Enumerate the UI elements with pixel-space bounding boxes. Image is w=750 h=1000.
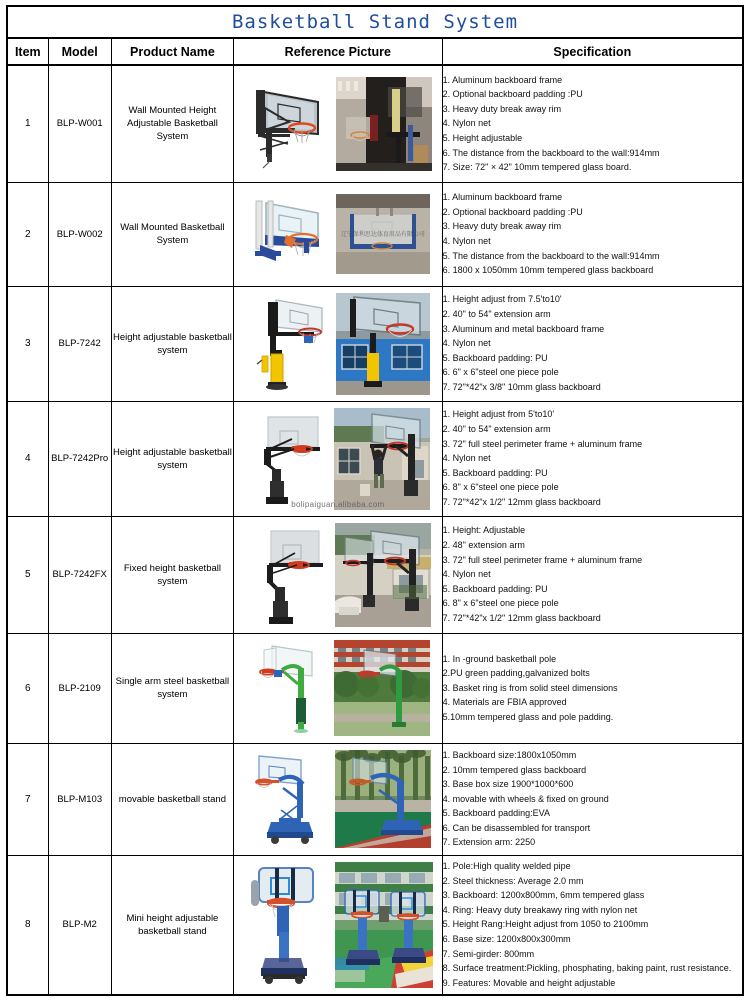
spec-line: 4. movable with wheels & fixed on ground bbox=[442, 793, 609, 804]
installation-photo-playground-mini-stands bbox=[335, 862, 433, 988]
cell-item: 3 bbox=[7, 286, 48, 401]
installation-photo-gym-interior bbox=[336, 77, 432, 171]
spec-line: 6. 8" x 6"steel one piece pole bbox=[442, 598, 559, 609]
spec-line: 1. Aluminum backboard frame bbox=[442, 192, 563, 203]
cell-specification bbox=[442, 65, 743, 182]
spec-line: 4. Nylon net bbox=[442, 118, 491, 129]
spec-line: 3. Aluminum and metal backboard frame bbox=[442, 323, 605, 334]
spec-line: 3. 72" full steel perimeter frame + aluminum frame bbox=[442, 438, 643, 449]
picture-watermark: bolipaiguan.alibaba.com bbox=[291, 499, 385, 509]
spec-line: 5. Backboard padding: PU bbox=[442, 467, 548, 478]
product-studio-image-fixed-height-pole bbox=[245, 523, 327, 627]
specification-list bbox=[443, 859, 742, 990]
cell-item: 5 bbox=[7, 516, 48, 633]
spec-line: 6. Can be disassembled for transport bbox=[442, 822, 591, 833]
spec-line: 6. The distance from the backboard to the wall:914mm bbox=[442, 147, 660, 158]
specification-list bbox=[443, 523, 742, 625]
spec-line: 2. Optional backboard padding :PU bbox=[442, 206, 583, 217]
cell-product-name: Wall Mounted Basketball System bbox=[111, 182, 233, 286]
cell-item: 6 bbox=[7, 633, 48, 743]
spec-line: 7. Size: 72" × 42" 10mm tempered glass board. bbox=[442, 162, 632, 173]
document-title-cell bbox=[7, 6, 743, 38]
specification-list bbox=[443, 292, 742, 394]
product-studio-image-blue-movable-stand bbox=[245, 750, 327, 848]
spec-line: 6. Base size: 1200x800x300mm bbox=[442, 934, 571, 945]
spec-line: 1. In -ground basketball pole bbox=[442, 653, 557, 664]
spec-line: 3. Basket ring is from solid steel dimensions bbox=[442, 682, 618, 693]
cell-model: BLP-2109 bbox=[48, 633, 111, 743]
cell-reference-picture bbox=[234, 65, 443, 182]
cell-product-name: Single arm steel basketball system bbox=[111, 633, 233, 743]
table-row bbox=[7, 633, 743, 743]
cell-product-name: Mini height adjustable basketball stand bbox=[111, 855, 233, 995]
spec-line: 7. Extension arm: 2250 bbox=[442, 837, 536, 848]
spec-line: 3. Backboard: 1200x800mm, 6mm tempered glass bbox=[442, 890, 645, 901]
cell-item: 1 bbox=[7, 65, 48, 182]
cell-specification bbox=[442, 401, 743, 516]
spec-line: 7. 72"*42"x 1/2" 12mm glass backboard bbox=[442, 496, 601, 507]
spec-line: 6. 1800 x 1050mm 10mm tempered glass backboard bbox=[442, 265, 654, 276]
spec-line: 4. Nylon net bbox=[442, 569, 491, 580]
table-row bbox=[7, 855, 743, 995]
table-row bbox=[7, 182, 743, 286]
column-header-item: Item bbox=[7, 38, 48, 65]
cell-model: BLP-7242Pro bbox=[48, 401, 111, 516]
spec-line: 4. Ring: Heavy duty breakawy ring with nylon net bbox=[442, 904, 638, 915]
installation-photo-blue-wall bbox=[336, 293, 430, 395]
installation-photo-palm-court bbox=[335, 750, 431, 848]
installation-photo-schoolyard bbox=[334, 640, 430, 736]
spec-line: 7. Semi-girder: 800mm bbox=[442, 948, 535, 959]
spec-line: 5. Backboard padding: PU bbox=[442, 352, 548, 363]
spec-line: 1. Pole:High quality welded pipe bbox=[442, 861, 571, 872]
cell-reference-picture bbox=[234, 855, 443, 995]
specification-list bbox=[443, 407, 742, 509]
spec-line: 3. Heavy duty break away rim bbox=[442, 103, 562, 114]
spec-line: 6. 8" x 6"steel one piece pole bbox=[442, 482, 559, 493]
spec-line: 2. Steel thickness: Average 2.0 mm bbox=[442, 875, 584, 886]
cell-reference-picture bbox=[234, 401, 443, 516]
cell-item: 8 bbox=[7, 855, 48, 995]
spec-line: 1. Aluminum backboard frame bbox=[442, 74, 563, 85]
product-studio-image-wall-mount-black bbox=[244, 78, 328, 170]
spec-line: 5. Backboard padding: PU bbox=[442, 583, 548, 594]
spec-line: 2. 48" extension arm bbox=[442, 540, 525, 551]
spec-line: 5. The distance from the backboard to the wall:914mm bbox=[442, 250, 660, 261]
spec-line: 4. Nylon net bbox=[442, 338, 491, 349]
cell-reference-picture bbox=[234, 182, 443, 286]
spec-line: 3. 72" full steel perimeter frame + aluminum frame bbox=[442, 554, 643, 565]
spec-line: 1. Backboard size:1800x1050mm bbox=[442, 749, 577, 760]
specification-list bbox=[443, 73, 742, 175]
spec-line: 2.PU green padding,galvanized bolts bbox=[442, 668, 590, 679]
cell-model: BLP-W001 bbox=[48, 65, 111, 182]
spec-line: 7. 72"*42"x 1/2" 12mm glass backboard bbox=[442, 612, 601, 623]
cell-model: BLP-7242 bbox=[48, 286, 111, 401]
cell-product-name: Height adjustable basketball system bbox=[111, 286, 233, 401]
cell-specification bbox=[442, 182, 743, 286]
picture-watermark: 辽宁保利思达体育用品有限公司 bbox=[340, 232, 425, 239]
cell-model: BLP-M103 bbox=[48, 743, 111, 855]
cell-model: BLP-W002 bbox=[48, 182, 111, 286]
spec-line: 2. 40" to 54" extension arm bbox=[442, 309, 551, 320]
installation-photo-outdoor-two-hoops bbox=[335, 523, 431, 627]
spec-line: 4. Materials are FBIA approved bbox=[442, 697, 567, 708]
table-row bbox=[7, 65, 743, 182]
product-studio-image-wall-mount-blue bbox=[246, 191, 328, 277]
cell-product-name: movable basketball stand bbox=[111, 743, 233, 855]
cell-specification bbox=[442, 633, 743, 743]
cell-product-name: Fixed height basketball system bbox=[111, 516, 233, 633]
table-header-row bbox=[7, 38, 743, 65]
cell-specification bbox=[442, 855, 743, 995]
product-studio-image-black-pro-pole bbox=[246, 409, 326, 509]
title-row bbox=[7, 6, 743, 38]
cell-reference-picture bbox=[234, 633, 443, 743]
table-row bbox=[7, 516, 743, 633]
cell-model: BLP-7242FX bbox=[48, 516, 111, 633]
spec-line: 3. Base box size 1900*1000*600 bbox=[442, 779, 574, 790]
column-header-reference-picture: Reference Picture bbox=[234, 38, 443, 65]
spec-line: 7. 72"*42"x 3/8" 10mm glass backboard bbox=[442, 381, 601, 392]
spec-line: 1. Height adjust from 5'to10' bbox=[442, 409, 555, 420]
column-header-product-name: Product Name bbox=[111, 38, 233, 65]
product-catalog-table bbox=[6, 5, 744, 996]
spec-line: 5. Height adjustable bbox=[442, 133, 523, 144]
page-title: Basketball Stand System bbox=[231, 11, 519, 33]
cell-product-name: Wall Mounted Height Adjustable Basketball System bbox=[111, 65, 233, 182]
spec-line: 2. 40" to 54" extension arm bbox=[442, 424, 551, 435]
table-row bbox=[7, 286, 743, 401]
cell-item: 7 bbox=[7, 743, 48, 855]
spec-line: 2. 10mm tempered glass backboard bbox=[442, 764, 587, 775]
table-row bbox=[7, 743, 743, 855]
spec-line: 9. Features: Movable and height adjustable bbox=[442, 977, 616, 988]
spec-line: 5.10mm tempered glass and pole padding. bbox=[442, 711, 614, 722]
product-studio-image-green-single-arm bbox=[246, 640, 326, 736]
cell-specification bbox=[442, 516, 743, 633]
installation-photo-dunking-man bbox=[334, 408, 430, 510]
specification-list bbox=[443, 652, 742, 725]
cell-specification bbox=[442, 743, 743, 855]
cell-model: BLP-M2 bbox=[48, 855, 111, 995]
specification-list bbox=[443, 748, 742, 850]
table-row bbox=[7, 401, 743, 516]
installation-photo-glass-backboard bbox=[336, 194, 430, 274]
spec-line: 4. Nylon net bbox=[442, 453, 491, 464]
spec-line: 1. Height adjust from 7.5'to10' bbox=[442, 294, 562, 305]
product-studio-image-yellow-pole bbox=[246, 294, 328, 394]
spec-line: 5. Height Rang:Height adjust from 1050 to 2100mm bbox=[442, 919, 649, 930]
spec-line: 2. Optional backboard padding :PU bbox=[442, 89, 583, 100]
spec-line: 4. Nylon net bbox=[442, 236, 491, 246]
spec-line: 3. Heavy duty break away rim bbox=[442, 221, 562, 232]
cell-specification bbox=[442, 286, 743, 401]
cell-reference-picture bbox=[234, 286, 443, 401]
column-header-specification: Specification bbox=[442, 38, 743, 65]
cell-item: 4 bbox=[7, 401, 48, 516]
spec-line: 1. Height: Adjustable bbox=[442, 525, 526, 536]
specification-list bbox=[443, 190, 742, 278]
column-header-model: Model bbox=[48, 38, 111, 65]
cell-reference-picture bbox=[234, 516, 443, 633]
product-studio-image-mini-movable-stand bbox=[243, 862, 327, 988]
cell-product-name: Height adjustable basketball system bbox=[111, 401, 233, 516]
spec-line: 5. Backboard padding:EVA bbox=[442, 808, 551, 819]
spec-line: 6. 6" x 6"steel one piece pole bbox=[442, 367, 559, 378]
cell-item: 2 bbox=[7, 182, 48, 286]
spec-line: 8. Surface treatment:Pickling, phosphating, baking paint, rust resistance. bbox=[442, 963, 732, 974]
cell-reference-picture bbox=[234, 743, 443, 855]
